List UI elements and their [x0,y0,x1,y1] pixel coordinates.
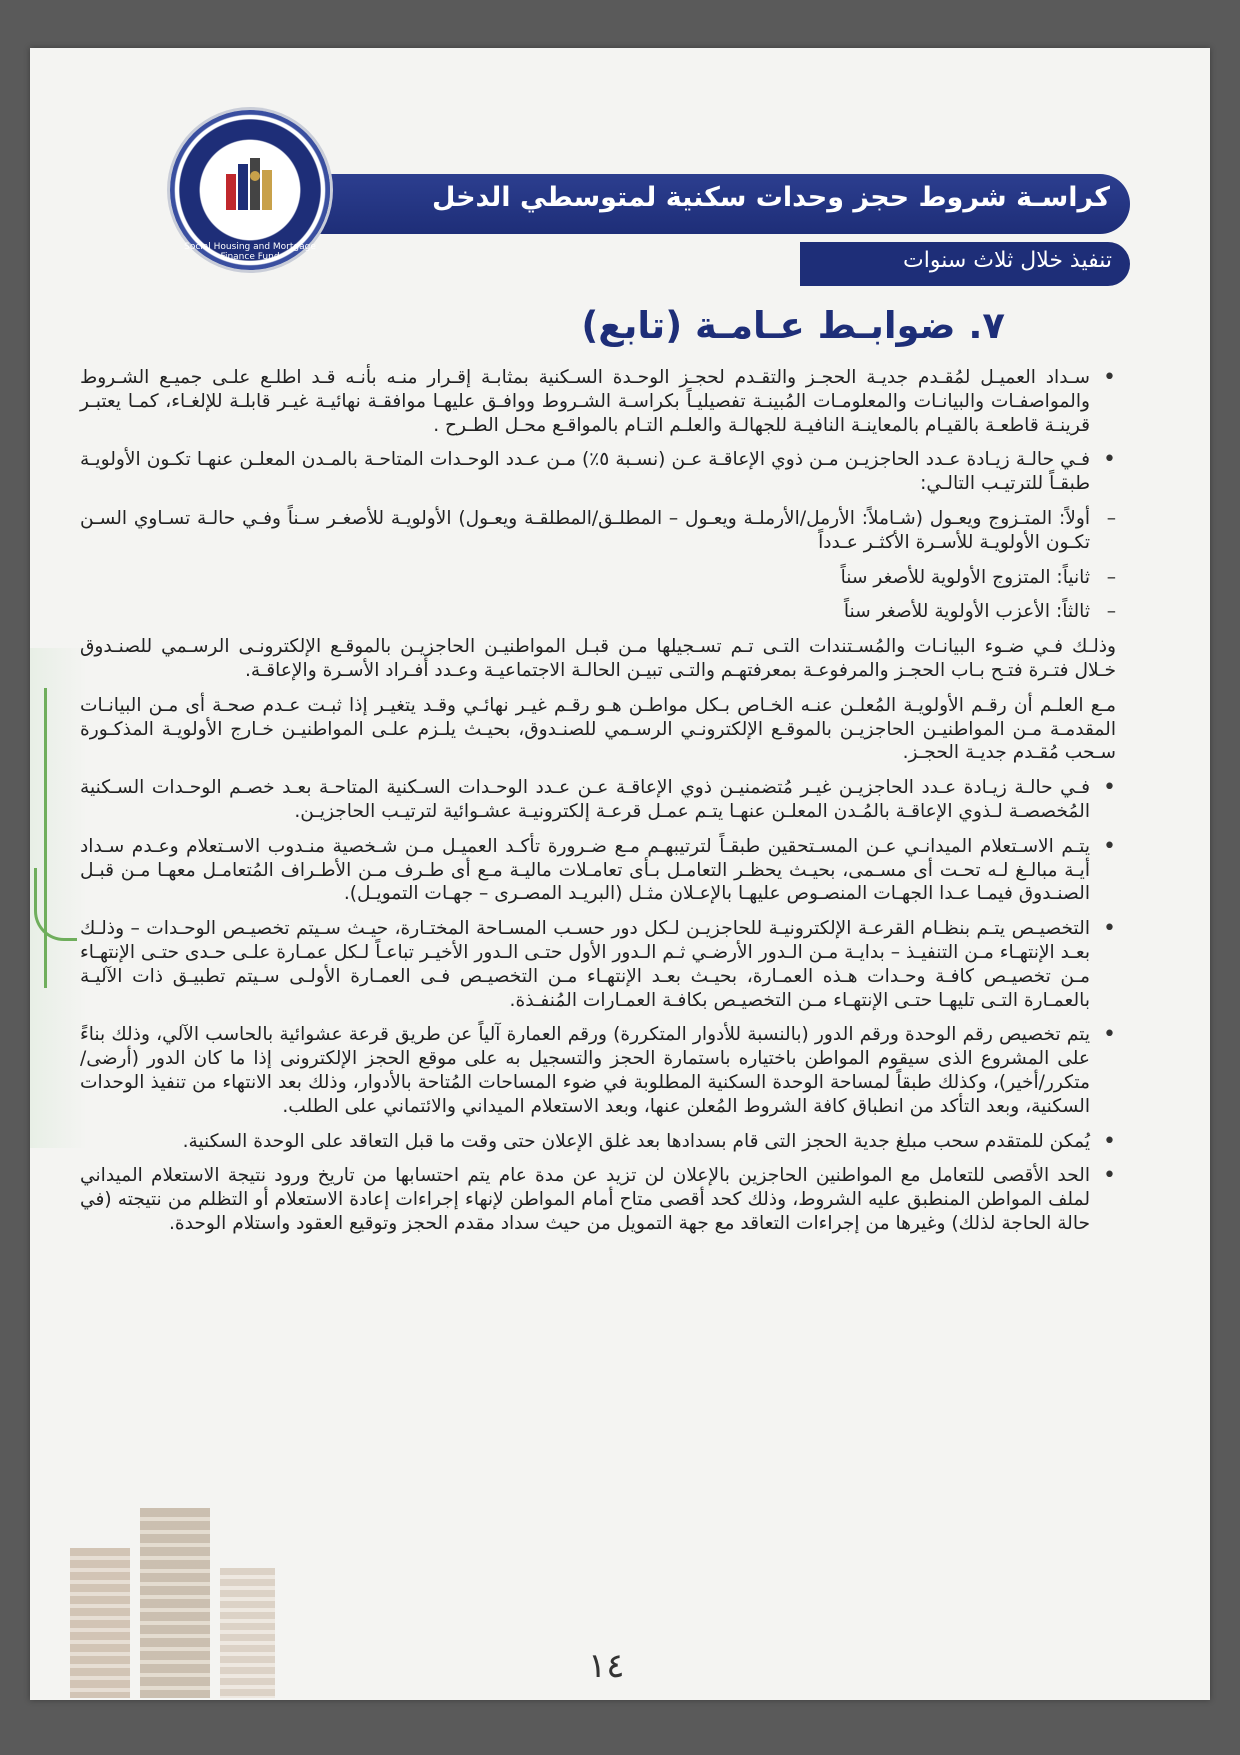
dash-item: – ثانياً: المتزوج الأولوية للأصغر سناً [80,566,1120,590]
bullet-paragraph: • فـي حالـة زيـادة عـدد الحاجزيـن غيـر مُتضمنيـن ذوي الإعاقـة عـن عـدد الوحـدات السـكنية المتاحـة بعـد خصـم الوحـدات السـكنية المُخصصـة لـذوي الإعاقـة بالمُـدن المعلـن عنهـا يتـم عمـل قرعـة إلكترونيـة عشـوائية لترتيـب الحاجزيـن. [80,776,1120,824]
dash-item: – ثالثاً: الأعزب الأولوية للأصغر سناً [80,600,1120,624]
page-number: ١٤ [588,1646,625,1686]
building-graphic [220,1568,275,1698]
section-heading: ٧. ضوابـط عـامـة (تابع) [581,304,1005,347]
document-page [30,48,1210,1700]
bullet-paragraph: • سـداد العميـل لمُقـدم جديـة الحجـز والتقـدم لحجـز الوحـدة السـكنية بمثابـة إقـرار منـه بأنـه قـد اطلـع علـى جميـع الشـروط والمواصفـات والبيانـات والمعلومـات المُبينـة تفصيليـاً بكراسـة الشـروط ووافـق عليهـا موافقـة نهائيـة غيـر قابلـة للإلغـاء، كمـا يعتبـر قرينـة قاطعـة بالقيـام بالمعاينـة النافيـة للجهالـة والعلـم التـام بالمواقـع محـل الطـرح . [80,366,1120,437]
bullet-paragraph: • يتـم الاسـتعلام الميدانـي عـن المسـتحقين طبقـاً لترتيبهـم مـع ضـرورة تأكـد العميـل مـن شـخصية منـدوب الاسـتعلام وعـدم سـداد أيـة مبالـغ لـه تحـت أى مسـمى، بحيـث يحظـر التعامـل بـأى تعامـلات ماليـة مـع أى طـرف مـن الأطـراف المُتعامـل معهـا مـن قبـل الصنـدوق فيمـا عـدا الجهـات المنصـوص عليهـا بالإعـلان مثـل (البريـد المصـرى – جهـات التمويـل). [80,835,1120,906]
document-subtitle: تنفيذ خلال ثلاث سنوات [903,248,1112,273]
logo-caption: Social Housing and Mortgage Finance Fund [184,242,316,262]
bullet-paragraph: • التخصيـص يتـم بنظـام القرعـة الإلكترونيـة للحاجزيـن لـكل دور حسـب المسـاحة المختـارة، حيـث سـيتم تخصيـص الوحـدات – وذلـك بعـد الإنتهـاء مـن التنفيـذ – بدايـة مـن الـدور الأرضـي ثـم الـدور الأول حتـى الـدور الأخيـر تباعـاً لـكل عمـارة علـى حـدى حتـى الإنتهـاء مـن تخصيـص كافـة وحـدات هـذه العمـارة، بحيـث بعـد الإنتهـاء مـن التخصيـص فـى العمـارة الأولـى سـيتم تطبيـق ذات الآليـة بالعمـارة التـى تليهـا حتـى الإنتهـاء مـن التخصيـص بكافـة العمـارات المُنفـذة. [80,917,1120,1012]
document-title: كراسـة شروط حجز وحدات سكنية لمتوسطي الدخل [432,182,1110,213]
fund-logo [170,110,330,270]
logo-emblem-icon [222,154,278,214]
dash-item: – أولاً: المتـزوج ويعـول (شـاملاً: الأرمل/الأرملـة ويعـول – المطلـق/المطلقـة ويعـول) الأولويـة للأصغـر سـناً وفـي حالـة تسـاوي السـن تكـون الأولويـة للأسـرة الأكثـر عـدداً [80,507,1120,555]
building-graphic [70,1548,130,1698]
subheader-banner [800,242,1130,286]
bullet-paragraph: • الحد الأقصى للتعامل مع المواطنين الحاجزين بالإعلان لن تزيد عن مدة عام يتم احتسابها من تاريخ ورود نتيجة الاستعلام الميداني لملف المواطن المنطبق عليه الشروط، وذلك كحد أقصى متاح أمام المواطن لإنهاء إجراءات إعادة الاستعلام أو التظلم من نتيجته (في حالة الحاجة لذلك) وغيرها من إجراءات التعاقد مع جهة التمويل من حيث سداد مقدم الحجز وتوقيع العقود واستلام الوحدة. [80,1164,1120,1235]
bullet-paragraph: • يُمكن للمتقدم سحب مبلغ جدية الحجز التى قام بسدادها بعد غلق الإعلان حتى وقت ما قبل التعاقد على الوحدة السكنية. [80,1130,1120,1154]
body-paragraph: وذلـك فـي ضـوء البيانـات والمُسـتندات التـى تـم تسـجيلها مـن قبـل المواطنيـن الحاجزيـن بالموقـع الإلكترونـى الرسـمي للصنـدوق خـلال فتـرة فتـح بـاب الحجـز والمرفوعـة بمعرفتهـم والتـى تبيـن الحالـة الاجتماعيـة وعـدد أفـراد الأسـرة والإعاقـة. [80,636,1116,681]
building-graphic [140,1508,210,1698]
bullet-paragraph: • يتم تخصيص رقم الوحدة ورقم الدور (بالنسبة للأدوار المتكررة) ورقم العمارة آلياً عن طريق قرعة عشوائية بالحاسب الآلي، وذلك بناءً على المشروع الذى سيقوم المواطن باختياره باستمارة الحجز والتسجيل به على موقع الحجز الإلكترونى إذا ما كان الدور (أرضى/متكرر/أخير)، وكذلك طبقاً لمساحة الوحدة السكنية المطلوبة في ضوء المساحات المُتاحة بالأدوار، وذلك بعد الانتهاء من تنفيذ الوحدات السكنية، وبعد التأكد من انطباق كافة الشروط المُعلن عنها، وبعد الاستعلام الميداني والائتماني على الطلب. [80,1023,1120,1118]
section-body [80,366,1120,1247]
body-paragraph: مـع العلـم أن رقـم الأولويـة المُعلـن عنـه الخـاص بـكل مواطـن هـو رقـم غيـر نهائـي وقـد يتغيـر إذا ثبـت عـدم صحـة أى مـن البيانـات المقدمـة مـن المواطنيـن الحاجزيـن بالموقـع الإلكترونـي الرسـمي للصنـدوق، بحيـث يلـزم علـى المواطنيـن خـارج الأولويـة المذكـورة سـحب مُقـدم جديـة الحجـز. [80,694,1116,764]
bullet-paragraph: • فـي حالـة زيـادة عـدد الحاجزيـن مـن ذوي الإعاقـة عـن (نسـبة ٥٪) مـن عـدد الوحـدات المتاحـة بالمـدن المعلـن عنهـا تكـون الأولويـة طبقـاً للترتيـب التالـي: [80,448,1120,496]
header-banner [270,174,1130,234]
